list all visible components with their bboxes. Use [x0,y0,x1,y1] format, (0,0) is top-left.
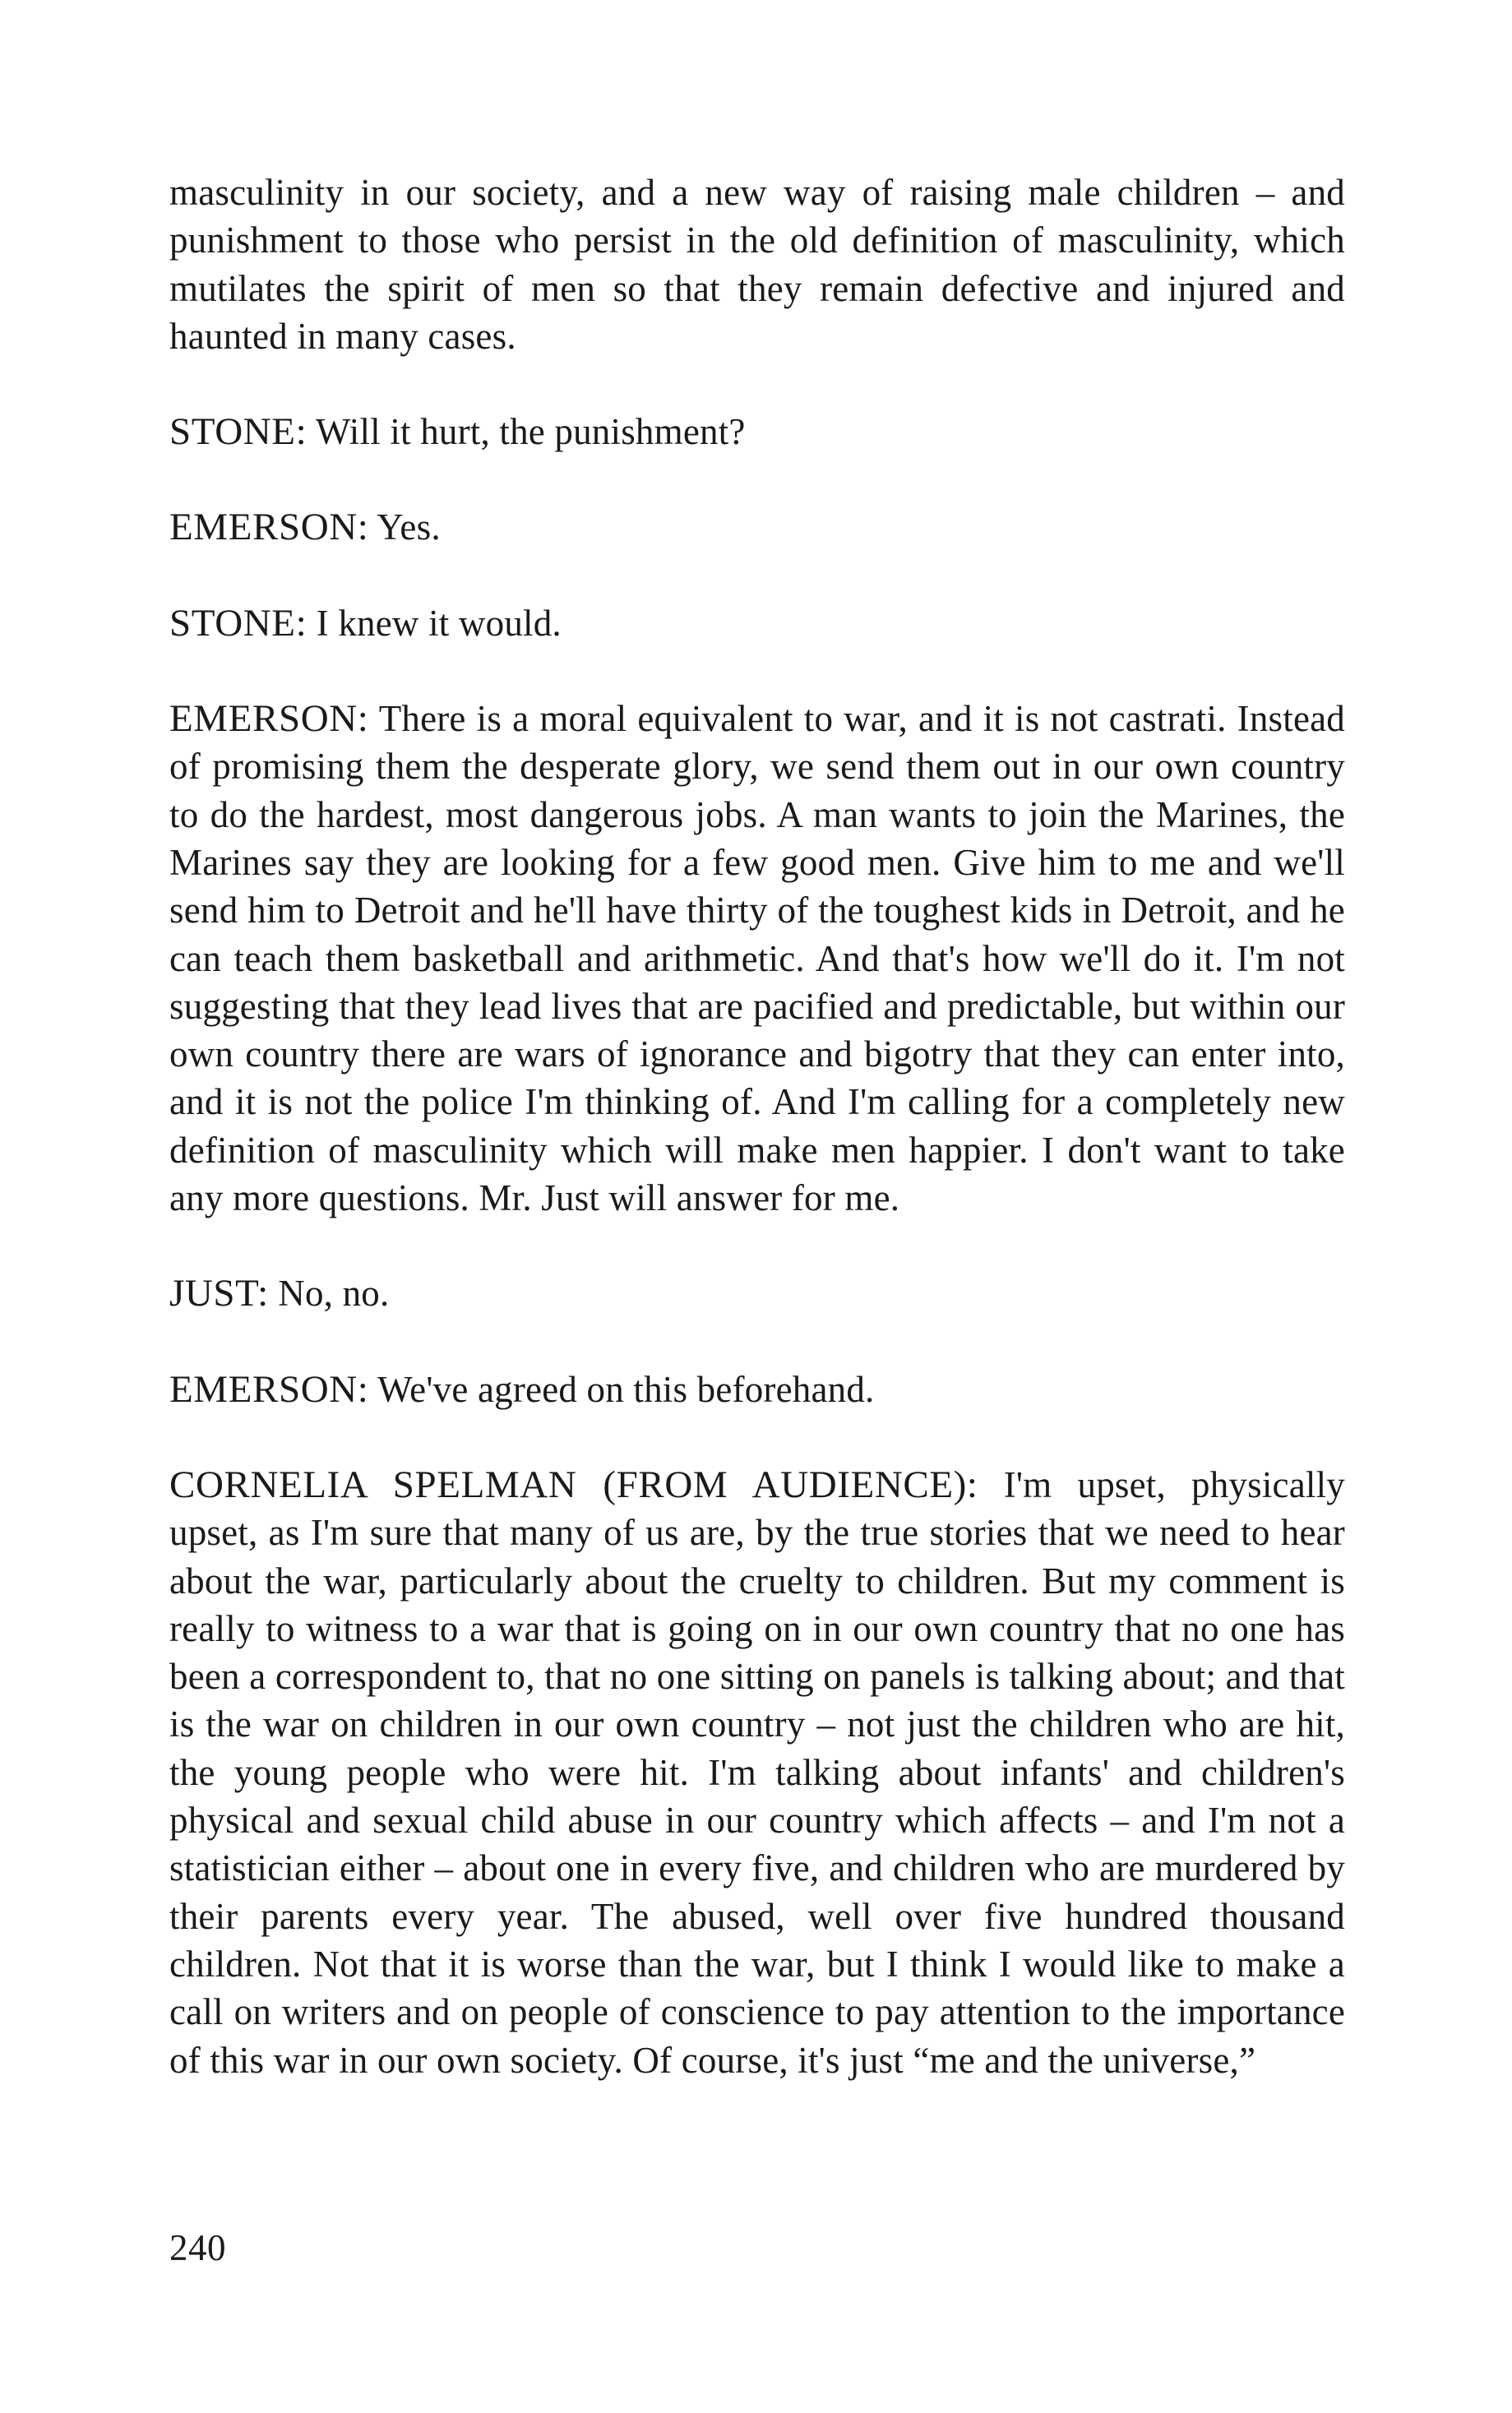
dialogue-text: No, no. [278,1273,390,1315]
dialogue-text: I knew it would. [316,602,562,644]
dialogue-emerson-3 [169,1366,1345,1413]
dialogue-emerson-2 [169,695,1345,1222]
speaker-label: EMERSON: [169,697,369,741]
speaker-label: STONE: [169,601,307,645]
dialogue-cornelia-spelman [169,1461,1345,2084]
speaker-label: STONE: [169,410,307,454]
dialogue-text: There is a moral equivalent to war, and it is not castrati. Instead of promising them the desperate glory, we send them out in our own country to do the hardest, most dangerous jobs. A man wants to join the Marines, the Marines say they are looking for a few good men. Give him to me and we'll send him to Detroit and he'll have thirty of the toughest kids in Detroit, and he can teach them basketball and arithmetic. And that's how we'll do it. I'm not suggesting that they lead lives that are pacified and predictable, but within our own country there are wars of ignorance and bigotry that they can enter into, and it is not the police I'm thinking of. And I'm calling for a completely new definition of masculinity which will make men happier. I don't want to take any more questions. Mr. Just will answer for me. [169,698,1345,1219]
dialogue-stone-1 [169,408,1345,455]
speaker-label: EMERSON: [169,506,369,549]
dialogue-text: Yes. [377,506,441,548]
page-number: 240 [169,2227,226,2268]
dialogue-just [169,1269,1345,1317]
dialogue-text: We've agreed on this beforehand. [377,1368,875,1410]
speaker-label: JUST: [169,1272,269,1315]
paragraph-text: masculinity in our society, and a new way of raising male children – and punishment to those who persist in the old definition of masculinity, which mutilates the spirit of men so that they remain defective and injured and haunted in many cases. [169,172,1345,357]
speaker-label: CORNELIA SPELMAN (FROM AUDIENCE): [169,1463,978,1506]
page-body [169,169,1345,2132]
speaker-label: EMERSON: [169,1367,369,1411]
dialogue-text: Will it hurt, the punishment? [315,411,746,453]
dialogue-stone-2 [169,599,1345,647]
paragraph-continuation [169,169,1345,360]
dialogue-emerson-1 [169,503,1345,551]
dialogue-text: I'm upset, physically upset, as I'm sure that many of us are, by the true stories that we need to hear about the war, particularly about the cruelty to children. But my comment is really to witness to a war that is going on in our own country that no one has been a correspondent to, that no one sitting on panels is talking about; and that is the war on children in our own country – not just the children who are hit, the young people who were hit. I'm talking about infants' and children's physical and sexual child abuse in our country which affects – and I'm not a statistician either – about one in every five, and children who are murdered by their parents every year. The abused, well over five hundred thousand children. Not that it is worse than the war, but I think I would like to make a call on writers and on people of conscience to pay attention to the importance of this war in our own society. Of course, it's just “me and the universe,” [169,1463,1345,2081]
